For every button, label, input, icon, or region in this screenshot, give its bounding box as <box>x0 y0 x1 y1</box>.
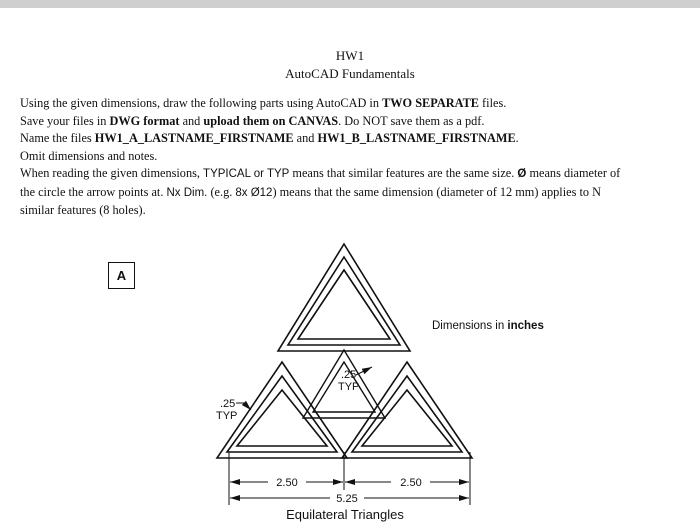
page-subtitle: AutoCAD Fundamentals <box>285 66 415 81</box>
dim-left-width-text: 2.50 <box>276 477 298 489</box>
page-title: HW1 <box>335 48 365 63</box>
instruction-line-1: Using the given dimensions, draw the following parts using AutoCAD in TWO SEPARATE files. <box>20 96 507 110</box>
instruction-line-7: similar features (8 holes). <box>20 203 146 218</box>
dim-right-width <box>345 477 469 489</box>
dim-overall-width <box>230 493 469 505</box>
dim-overall-width-text: 5.25 <box>336 493 358 505</box>
top-triangle-inner <box>298 270 390 339</box>
instruction-line-4: Omit dimensions and notes. <box>20 148 158 163</box>
instruction-line-2: Save your files in DWG format and upload them on CANVAS. Do NOT save them as a pdf. <box>20 113 485 128</box>
dim-left-typ <box>216 398 251 422</box>
dim-center-typ-note: TYP <box>338 381 360 393</box>
right-triangle <box>342 362 472 458</box>
left-triangle-middle <box>227 376 337 452</box>
dim-left-typ-value: .25 <box>220 398 236 410</box>
units-note: Dimensions in inches <box>432 320 544 332</box>
dim-right-width-text: 2.50 <box>400 477 422 489</box>
figure-caption: Equilateral Triangles <box>286 507 404 522</box>
top-triangle-outer <box>278 244 410 351</box>
instruction-line-5: When reading the given dimensions, TYPICAL or TYP means that similar features are the same size. Ø means diameter of <box>20 166 621 180</box>
top-triangle <box>278 244 410 351</box>
instruction-line-6: the circle the arrow points at. Nx Dim. (e.g. 8x Ø12) means that the same dimension (diameter of 12 mm) applies to N <box>20 184 601 199</box>
right-triangle-middle <box>352 376 462 452</box>
instruction-line-3: Name the files HW1_A_LASTNAME_FIRSTNAME and HW1_B_LASTNAME_FIRSTNAME. <box>20 131 519 146</box>
dim-left-typ-note: TYP <box>216 410 238 422</box>
figure-label-box: A <box>108 262 135 289</box>
dim-left-width <box>230 477 343 489</box>
dim-center-typ-value: .25 <box>341 369 357 381</box>
